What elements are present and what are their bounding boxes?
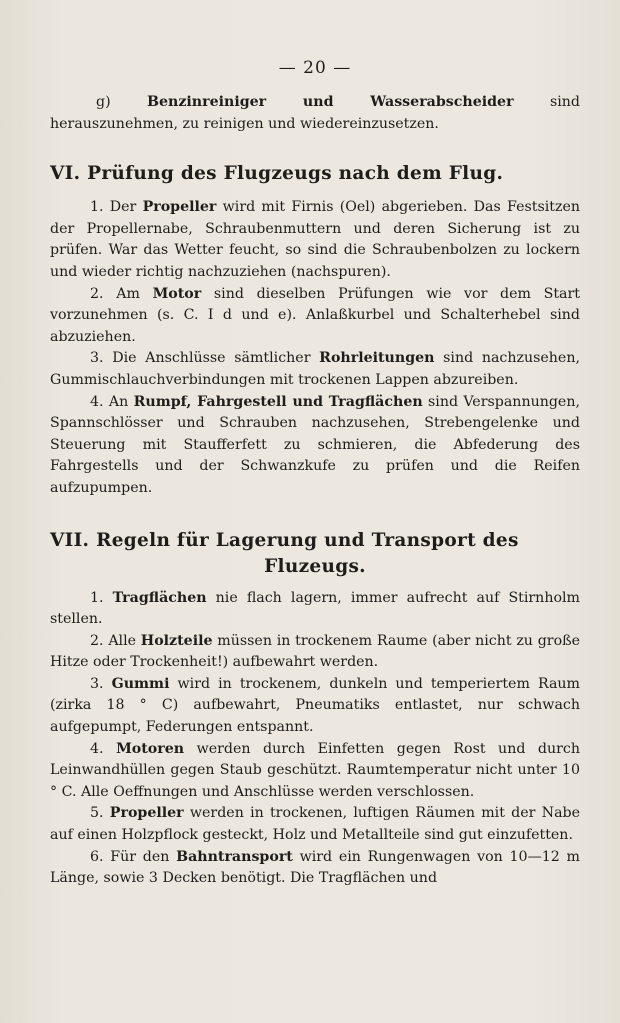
item-keyword: Motor (152, 285, 202, 302)
item-number: 3. (90, 675, 104, 692)
section-vi-title: Prüfung des Flugzeugs nach dem Flug. (87, 163, 504, 185)
section-vii-numeral: VII. (50, 529, 90, 551)
item-number: 3. (90, 350, 104, 367)
item-keyword: Holzteile (140, 632, 213, 649)
list-item (50, 803, 580, 846)
item-before: Für den (110, 848, 170, 865)
section-vii-heading (50, 528, 580, 580)
item-number: 2. (90, 632, 104, 649)
item-text: müssen in trockenem Raume (aber nicht zu große Hitze oder Trockenheit!) aufbewahrt werden. (50, 632, 580, 671)
item-number: 4. (90, 393, 104, 410)
item-text: sind nachzusehen, Gummischlauchverbindungen mit trockenen Lappen abzureiben. (50, 350, 580, 388)
item-before: Der (109, 199, 137, 216)
item-number: 4. (90, 740, 104, 757)
item-keyword: Gummi (111, 675, 170, 692)
item-before: Am (116, 285, 140, 302)
section-vii-title-line2: Fluzeugs. (264, 555, 366, 577)
item-text: wird in trockenem, dunkeln und temperiertem Raum (zirka 18 ° C) aufbewahrt, Pneumatiks entlastet, nur schwach aufgepumpt, Federungen entspannt. (50, 675, 581, 736)
item-before: Die Anschlüsse sämtlicher (112, 350, 311, 367)
intro-paragraph (50, 92, 580, 135)
list-item (50, 674, 580, 739)
section-vi-heading (50, 161, 580, 187)
list-item (50, 847, 580, 890)
item-keyword: Rumpf, Fahrgestell und Tragflächen (133, 393, 423, 410)
item-number: 1. (90, 589, 104, 606)
list-item (50, 588, 580, 631)
item-keyword: Motoren (116, 740, 185, 757)
list-item (50, 348, 580, 391)
item-number: 6. (90, 848, 104, 865)
item-number: 5. (90, 805, 104, 822)
intro-keyword: Benzinreiniger und Wasserabscheider (147, 94, 514, 110)
section-vii-title-line1: Regeln für Lagerung und Transport des (96, 529, 519, 551)
item-keyword: Propeller (142, 199, 217, 216)
item-number: 2. (90, 285, 104, 302)
section-vii-list (50, 588, 580, 890)
item-keyword: Propeller (109, 805, 184, 822)
section-vi-list (50, 197, 580, 499)
item-text: werden in trockenen, luftigen Räumen mit der Nabe auf einen Holzpflock gesteckt, Holz und Metallteile sind gut einzufetten. (50, 805, 581, 844)
item-before: Alle (108, 632, 137, 649)
item-text: wird mit Firnis (Oel) abgerieben. Das Festsitzen der Propellernabe, Schraubenmuttern und deren Sicherung ist zu prüfen. War das Wetter feucht, so sind die Schraubenbolzen zu lockern und wieder richtig nachzuziehen (nachspuren). (50, 199, 580, 280)
list-item (50, 739, 580, 804)
item-keyword: Tragflächen (112, 589, 207, 606)
item-keyword: Rohrleitungen (319, 350, 435, 367)
item-text: sind dieselben Prüfungen wie vor dem Start vorzunehmen (s. C. I d und e). Anlaßkurbel und Schalterhebel sind abzuziehen. (50, 285, 580, 345)
list-item (50, 197, 580, 283)
page-number: — 20 — (278, 58, 352, 78)
list-item (50, 631, 580, 674)
list-item (50, 392, 580, 500)
item-text: werden durch Einfetten gegen Rost und durch Leinwandhüllen gegen Staub geschützt. Raumtemperatur nicht unter 10 ° C. Alle Oeffnungen und Anschlüsse werden verschlossen. (50, 740, 581, 800)
item-text: wird ein Rungenwagen von 10—12 m Länge, sowie 3 Decken benötigt. Die Tragflächen und (50, 848, 580, 887)
item-before: An (108, 393, 129, 410)
item-text: nie flach lagern, immer aufrecht auf Stirnholm stellen. (50, 589, 580, 628)
item-text: sind Verspannungen, Spannschlösser und Schrauben nachzusehen, Strebengelenke und Steuerung mit Staufferfett zu schmieren, die Abfederung des Fahrgestells und der Schwanzkufe zu prüfen und die Reifen aufzupumpen. (50, 393, 580, 496)
item-keyword: Bahntransport (176, 848, 293, 865)
intro-label: g) (96, 94, 111, 110)
section-vi-numeral: VI. (50, 163, 81, 185)
intro-text: sind herauszunehmen, zu reinigen und wiedereinzusetzen. (50, 94, 580, 132)
list-item (50, 284, 580, 349)
item-number: 1. (90, 199, 104, 216)
